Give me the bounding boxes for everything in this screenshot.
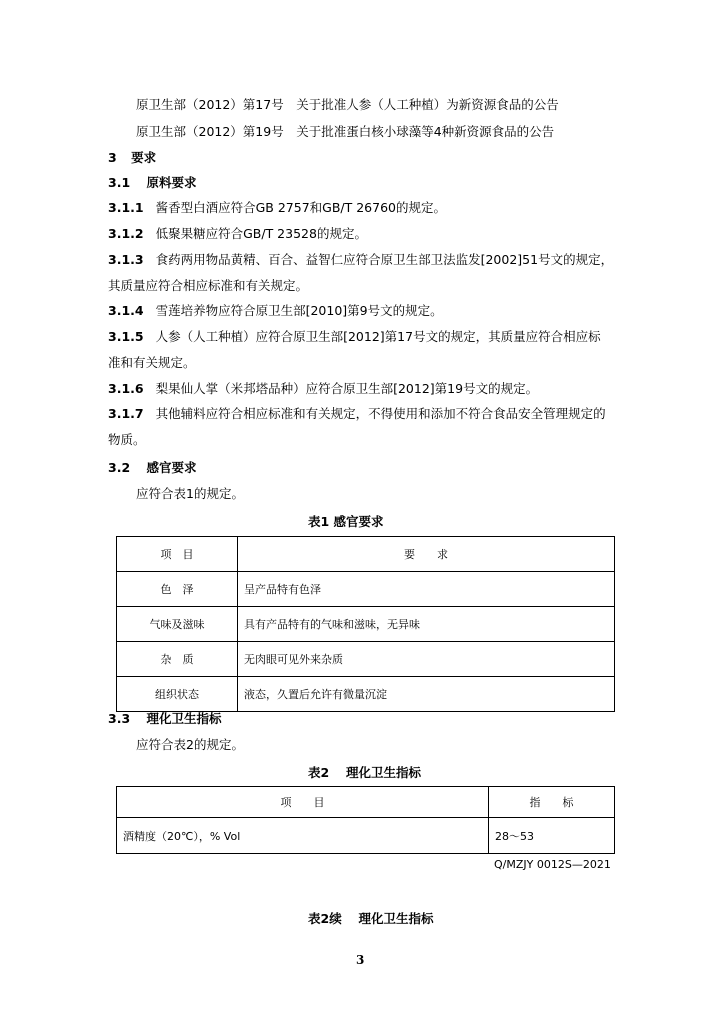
table-row [117,677,615,712]
table-row [117,818,615,854]
clause-number: 3.1.7 [108,406,144,421]
table-row [117,607,615,642]
section-title: 理化卫生指标 [146,711,222,726]
table-1-sensory [116,536,615,712]
clause-3-1-5-continued: 准和有关规定。 [108,355,196,370]
reference-line-2: 原卫生部（2012）第19号 关于批准蛋白核小球藻等4种新资源食品的公告 [136,124,555,139]
row-value: 液态，久置后允许有微量沉淀 [238,677,615,712]
clause-text: 酱香型白酒应符合GB 2757和GB/T 26760的规定。 [155,200,446,215]
section-3-heading [108,150,156,166]
reference-line-1: 原卫生部（2012）第17号 关于批准人参（人工种植）为新资源食品的公告 [136,97,559,112]
clause-3-1-6 [108,381,538,397]
section-title: 感官要求 [146,460,197,475]
section-number: 3.1 [108,175,131,190]
clause-text: 雪莲培养物应符合原卫生部[2010]第9号文的规定。 [155,303,443,318]
section-3-2-heading [108,460,197,476]
row-label: 酒精度（20℃），% Vol [117,818,489,854]
clause-3-1-2 [108,226,367,242]
row-value: 具有产品特有的气味和滋味，无异味 [238,607,615,642]
clause-number: 3.1.4 [108,303,144,318]
section-title: 原料要求 [146,175,197,190]
header-cell-requirement: 要 求 [238,537,615,572]
clause-text: 低聚果糖应符合GB/T 23528的规定。 [155,226,367,241]
header-cell-indicator: 指 标 [489,787,615,818]
clause-3-1-1 [108,200,446,216]
table-2-continued-caption: 表2续 理化卫生指标 [308,911,434,926]
row-label: 色 泽 [117,572,238,607]
section-3-2-text: 应符合表1的规定。 [136,486,244,501]
clause-3-1-7 [108,406,606,422]
section-3-3-heading [108,711,222,727]
clause-number: 3.1.6 [108,381,144,396]
table-row [117,642,615,677]
clause-text: 梨果仙人掌（米邦塔品种）应符合原卫生部[2012]第19号文的规定。 [155,381,539,396]
clause-text: 人参（人工种植）应符合原卫生部[2012]第17号文的规定，其质量应符合相应标 [155,329,601,344]
table-2-physicochemical [116,786,615,854]
table-row [117,572,615,607]
clause-3-1-5 [108,329,601,345]
table-2-caption: 表2 理化卫生指标 [308,765,422,780]
table-header-row [117,537,615,572]
header-cell-item: 项 目 [117,787,489,818]
row-label: 组织状态 [117,677,238,712]
clause-3-1-7-continued: 物质。 [108,432,146,447]
header-cell-item: 项 目 [117,537,238,572]
document-code: Q/MZJY 0012S—2021 [494,858,611,871]
section-number: 3.3 [108,711,131,726]
row-value: 无肉眼可见外来杂质 [238,642,615,677]
section-title: 要求 [131,150,157,165]
section-number: 3 [108,150,117,165]
clause-3-1-4 [108,303,443,319]
section-number: 3.2 [108,460,131,475]
table-header-row [117,787,615,818]
clause-number: 3.1.3 [108,252,144,267]
clause-3-1-3-continued: 其质量应符合相应标准和有关规定。 [108,278,309,293]
clause-text: 食药两用物品黄精、百合、益智仁应符合原卫生部卫法监发[2002]51号文的规定， [155,252,614,267]
clause-number: 3.1.2 [108,226,144,241]
row-value: 28～53 [489,818,615,854]
section-3-1-heading [108,175,197,191]
row-label: 杂 质 [117,642,238,677]
clause-text: 其他辅料应符合相应标准和有关规定，不得使用和添加不符合食品安全管理规定的 [155,406,606,421]
clause-3-1-3 [108,252,613,268]
clause-number: 3.1.1 [108,200,144,215]
section-3-3-text: 应符合表2的规定。 [136,737,244,752]
row-value: 呈产品特有色泽 [238,572,615,607]
clause-number: 3.1.5 [108,329,144,344]
row-label: 气味及滋味 [117,607,238,642]
table-1-caption: 表1 感官要求 [308,514,384,529]
page-number: 3 [356,953,365,967]
